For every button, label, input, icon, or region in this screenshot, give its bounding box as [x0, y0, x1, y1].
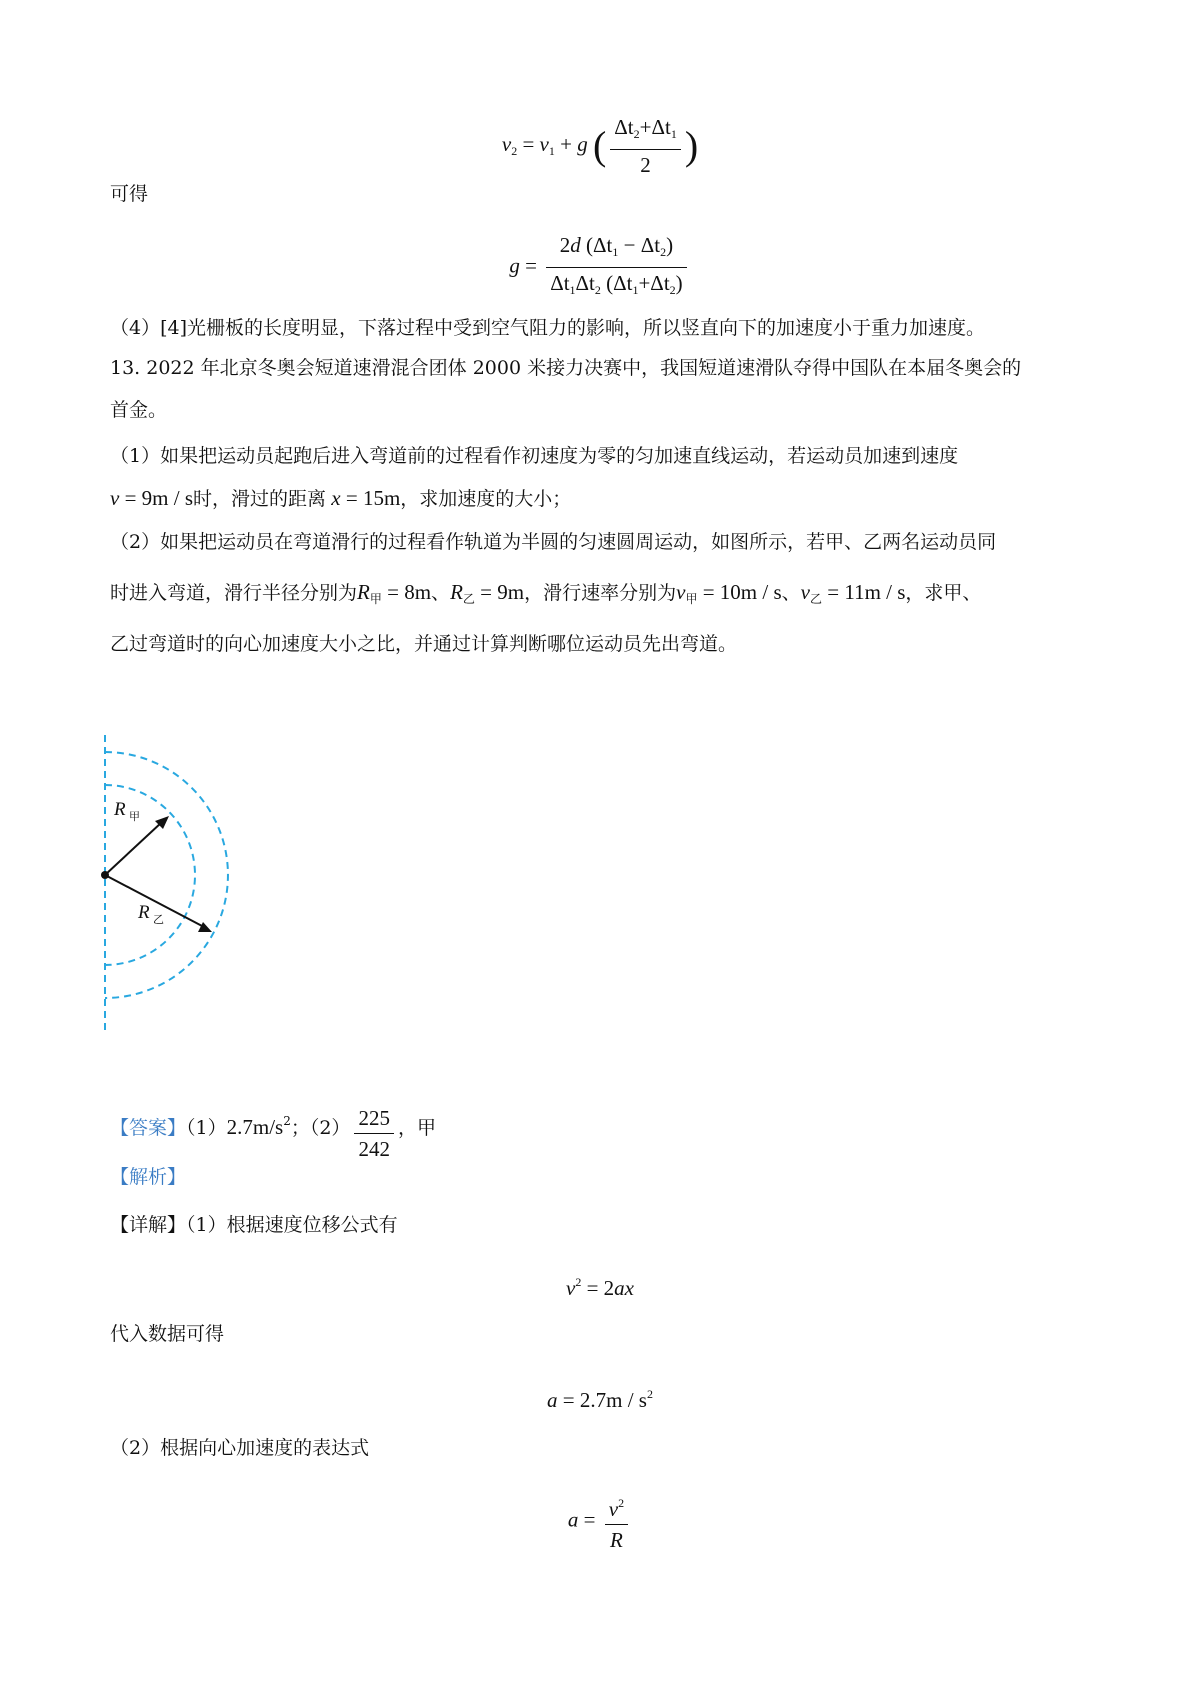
text-dairu: 代入数据可得: [110, 1323, 225, 1345]
label-r-yi: R: [138, 902, 150, 923]
answer-fraction: $\frac{225}{242}$: [354, 1103, 394, 1164]
question-13-part-2-line-1: （2）如果把运动员在弯道滑行的过程看作轨道为半圆的匀速圆周运动，如图所示，若甲、乙两名运动员同: [110, 531, 997, 553]
eq-sub: 1: [548, 143, 555, 158]
arrowhead-yi: [198, 922, 212, 932]
equation-v-squared: $v^2 = 2ax$: [566, 1275, 634, 1300]
label-r-yi-sub: 乙: [153, 914, 164, 926]
radius-arrow-jia: [105, 822, 162, 875]
paragraph-4: （4）[4]光栅板的长度明显，下落过程中受到空气阻力的影响，所以竖直向下的加速度小于重力加速度。: [110, 317, 986, 339]
eq-op: =: [525, 253, 537, 278]
eq-op: =: [522, 131, 535, 156]
question-13-part-1-line-2: v = 9m / s时，滑过的距离 x = 15m，求加速度的大小；: [110, 486, 572, 510]
eq-symbol: v: [501, 131, 512, 156]
answer-line: 【答案】$(1)2.7m/s^2$；（2） $\frac{225}{242}$ ，甲: [110, 1103, 1100, 1164]
question-13-part-2-line-3: 乙过弯道时的向心加速度大小之比，并通过计算判断哪位运动员先出弯道。: [110, 633, 738, 655]
eq-fraction: $\frac{2d (\Delta t_1 - \Delta t_2)}{\Delta t_1\Delta t_2 (\Delta t_1+\Delta t_2)}$: [546, 230, 686, 305]
question-13-line-1: 13. 2022 年北京冬奥会短道速滑混合团体 2000 米接力决赛中，我国短道速滑队夺得中国队在本届冬奥会的: [110, 357, 1022, 379]
eq-fraction: $\frac{v^2}{R}$: [605, 1488, 628, 1555]
semicircle-track-diagram: [100, 735, 260, 1035]
detail-line: 【详解】（1）根据速度位移公式有: [110, 1214, 398, 1236]
text-part-2: （2）根据向心加速度的表达式: [110, 1437, 370, 1459]
eq-fraction: $\frac{\Delta t_2+\Delta t_1}{2}$: [610, 112, 681, 180]
equation-a-value: $a = 2.7m / s^2$: [547, 1387, 653, 1412]
label-r-jia: R: [114, 799, 126, 820]
label-r-jia-sub: 甲: [129, 811, 140, 823]
eq-symbol: g: [577, 131, 588, 156]
equation-g: [0, 230, 1200, 305]
question-13-line-2: 首金。: [110, 399, 168, 421]
detail-tag: 【详解】: [110, 1214, 187, 1236]
outer-arc: [105, 752, 228, 998]
eq-symbol: g: [509, 253, 520, 278]
question-13-part-1-line-1: （1）如果把运动员起跑后进入弯道前的过程看作初速度为零的匀加速直线运动，若运动员加速到速度: [110, 445, 959, 467]
eq-op: +: [560, 131, 572, 156]
eq-sub: 2: [511, 143, 518, 158]
eq-symbol: v: [539, 131, 549, 156]
text-ke-de: 可得: [110, 183, 149, 205]
analysis-tag: 【解析】: [110, 1166, 187, 1188]
question-13-part-2-line-2: 时进入弯道，滑行半径分别为$R_甲 = 8m$、$R_乙 = 9m$，滑行速率分别为$v_甲 = 10m / s$、$v_乙 = 11m / s$，求甲、: [110, 580, 982, 606]
equation-centripetal: a = $\frac{v^2}{R}$: [0, 1488, 1200, 1555]
equation-v2: $v_2 = v_1 + g$ ( $\frac{\Delta t_2+\Delta t_1}{2}$ ): [0, 112, 1200, 180]
answer-tag: 【答案】: [110, 1117, 187, 1139]
